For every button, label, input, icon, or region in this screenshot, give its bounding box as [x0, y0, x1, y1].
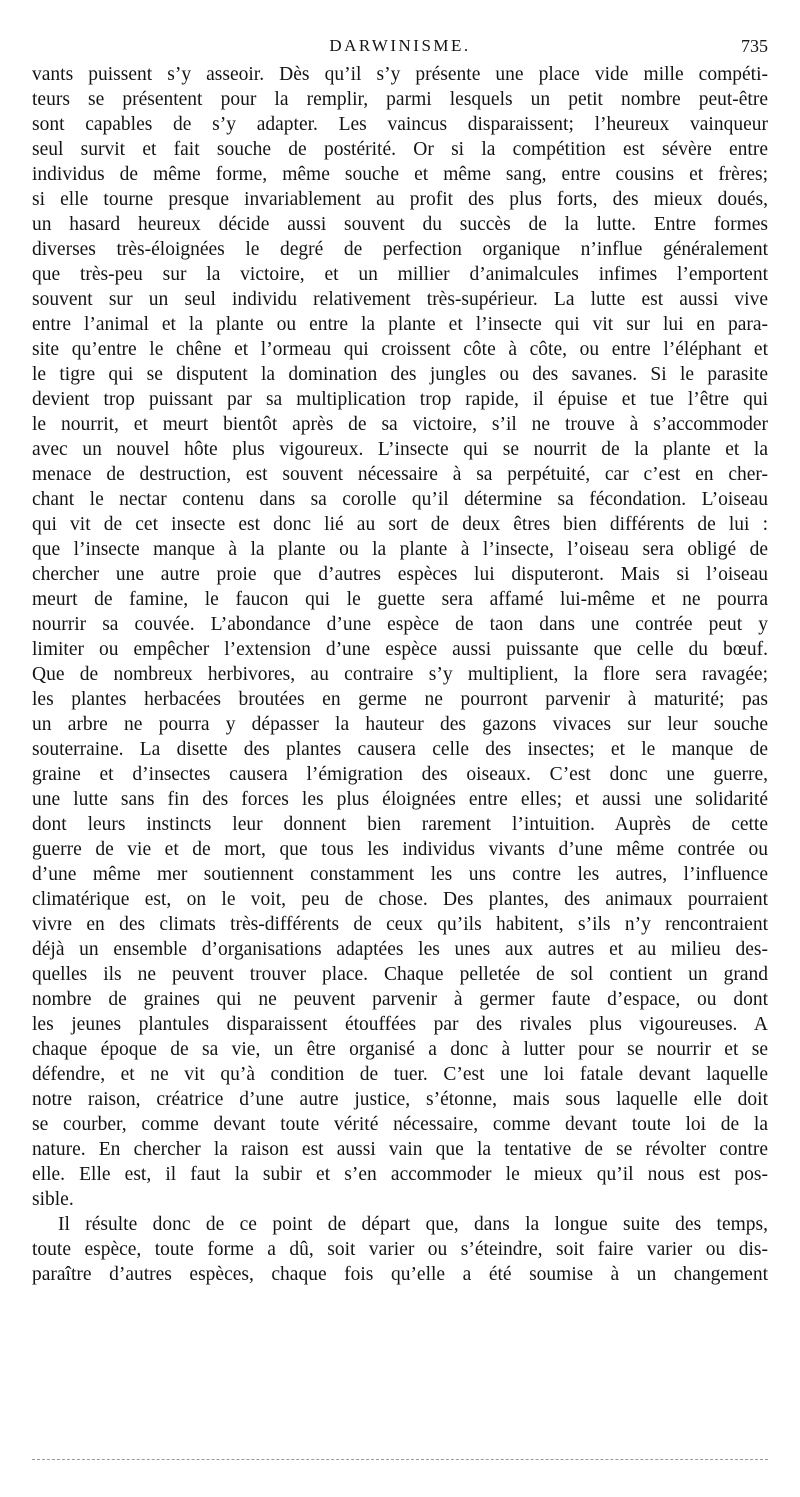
text-line: Il résulte donc de ce point de départ que, dans la longue suite des temps,	[58, 1214, 768, 1235]
text-line: elle. Elle est, il faut la subir et s’en accommoder le mieux qu’il nous est pos-	[32, 1164, 768, 1185]
text-line: toute espèce, toute forme a dû, soit varier ou s’éteindre, soit faire varier ou dis-	[32, 1239, 768, 1260]
text-line: nombre de graines qui ne peuvent parvenir à germer faute d’espace, ou dont	[32, 989, 768, 1010]
text-line: diverses très-éloignées le degré de perfection organique n’influe généralement	[32, 239, 768, 260]
text-line: défendre, et ne vit qu’à condition de tuer. C’est une loi fatale devant laquelle	[32, 1064, 768, 1085]
text-line: un arbre ne pourra y dépasser la hauteur des gazons vivaces sur leur souche	[32, 714, 768, 735]
text-line: quelles ils ne peuvent trouver place. Chaque pelletée de sol contient un grand	[32, 964, 768, 985]
running-head	[32, 34, 768, 58]
text-line: nourrir sa couvée. L’abondance d’une espèce de taon dans une contrée peut y	[32, 614, 768, 635]
text-line: avec un nouvel hôte plus vigoureux. L’insecte qui se nourrit de la plante et la	[32, 439, 768, 460]
text-line: guerre de vie et de mort, que tous les individus vivants d’une même contrée ou	[32, 839, 768, 860]
text-line: qui vit de cet insecte est donc lié au sort de deux êtres bien différents de lui :	[32, 514, 768, 535]
text-line: le tigre qui se disputent la domination des jungles ou des savanes. Si le parasite	[32, 364, 768, 385]
text-line: déjà un ensemble d’organisations adaptées les unes aux autres et au milieu des-	[32, 939, 768, 960]
text-line: meurt de famine, le faucon qui le guette sera affamé lui-même et ne pourra	[32, 589, 768, 610]
text-line: site qu’entre le chêne et l’ormeau qui croissent côte à côte, ou entre l’éléphant et	[32, 339, 768, 360]
text-line: individus de même forme, même souche et même sang, entre cousins et frères;	[32, 164, 768, 185]
text-line: que l’insecte manque à la plante ou la plante à l’insecte, l’oiseau sera obligé de	[32, 539, 768, 560]
paragraph-1	[32, 62, 768, 1212]
text-line: les plantes herbacées broutées en germe ne pourront parvenir à maturité; pas	[32, 689, 768, 710]
text-line: sont capables de s’y adapter. Les vaincus disparaissent; l’heureux vainqueur	[32, 114, 768, 135]
text-line: teurs se présentent pour la remplir, parmi lesquels un petit nombre peut-être	[32, 89, 768, 110]
text-line: devient trop puissant par sa multiplication trop rapide, il épuise et tue l’être qui	[32, 389, 768, 410]
text-line: vivre en des climats très-différents de ceux qu’ils habitent, s’ils n’y rencontraient	[32, 914, 768, 935]
text-line: dont leurs instincts leur donnent bien rarement l’intuition. Auprès de cette	[32, 814, 768, 835]
text-line: Que de nombreux herbivores, au contraire s’y multiplient, la flore sera ravagée;	[32, 664, 768, 685]
text-line: que très-peu sur la victoire, et un millier d’animalcules infimes l’emportent	[32, 264, 768, 285]
text-line: souvent sur un seul individu relativement très-supérieur. La lutte est aussi vive	[32, 289, 768, 310]
text-line: entre l’animal et la plante ou entre la plante et l’insecte qui vit sur lui en para-	[32, 314, 768, 335]
text-line: si elle tourne presque invariablement au profit des plus forts, des mieux doués,	[32, 189, 768, 210]
running-title: DARWINISME.	[329, 36, 471, 55]
page-number: 735	[741, 36, 768, 56]
text-line: une lutte sans fin des forces les plus éloignées entre elles; et aussi une solidarité	[32, 789, 768, 810]
text-line: sible.	[32, 1189, 74, 1210]
text-line: se courber, comme devant toute vérité nécessaire, comme devant toute loi de la	[32, 1114, 768, 1135]
body-text	[32, 62, 768, 1287]
text-line: nature. En chercher la raison est aussi vain que la tentative de se révolter contre	[32, 1139, 768, 1160]
text-line: chercher une autre proie que d’autres espèces lui disputeront. Mais si l’oiseau	[32, 564, 768, 585]
text-line: limiter ou empêcher l’extension d’une espèce aussi puissante que celle du bœuf.	[32, 639, 768, 660]
text-line: le nourrit, et meurt bientôt après de sa victoire, s’il ne trouve à s’accommoder	[32, 414, 768, 435]
text-line: chaque époque de sa vie, un être organisé a donc à lutter pour se nourrir et se	[32, 1039, 768, 1060]
text-line: notre raison, créatrice d’une autre justice, s’étonne, mais sous laquelle elle doit	[32, 1089, 768, 1110]
text-line: paraître d’autres espèces, chaque fois qu’elle a été soumise à un changement	[32, 1264, 768, 1285]
bottom-rule	[32, 1459, 768, 1460]
paragraph-2	[32, 1212, 768, 1287]
text-line: les jeunes plantules disparaissent étouffées par des rivales plus vigoureuses. A	[32, 1014, 768, 1035]
text-line: seul survit et fait souche de postérité. Or si la compétition est sévère entre	[32, 139, 768, 160]
text-line: graine et d’insectes causera l’émigration des oiseaux. C’est donc une guerre,	[32, 764, 768, 785]
text-line: chant le nectar contenu dans sa corolle qu’il détermine sa fécondation. L’oiseau	[32, 489, 768, 510]
text-line: vants puissent s’y asseoir. Dès qu’il s’y présente une place vide mille compéti-	[32, 64, 768, 85]
text-line: menace de destruction, est souvent nécessaire à sa perpétuité, car c’est en cher-	[32, 464, 768, 485]
text-line: d’une même mer soutiennent constamment les uns contre les autres, l’influence	[32, 864, 768, 885]
text-line: un hasard heureux décide aussi souvent du succès de la lutte. Entre formes	[32, 214, 768, 235]
text-line: climatérique est, on le voit, peu de chose. Des plantes, des animaux pourraient	[32, 889, 768, 910]
text-line: souterraine. La disette des plantes causera celle des insectes; et le manque de	[32, 739, 768, 760]
